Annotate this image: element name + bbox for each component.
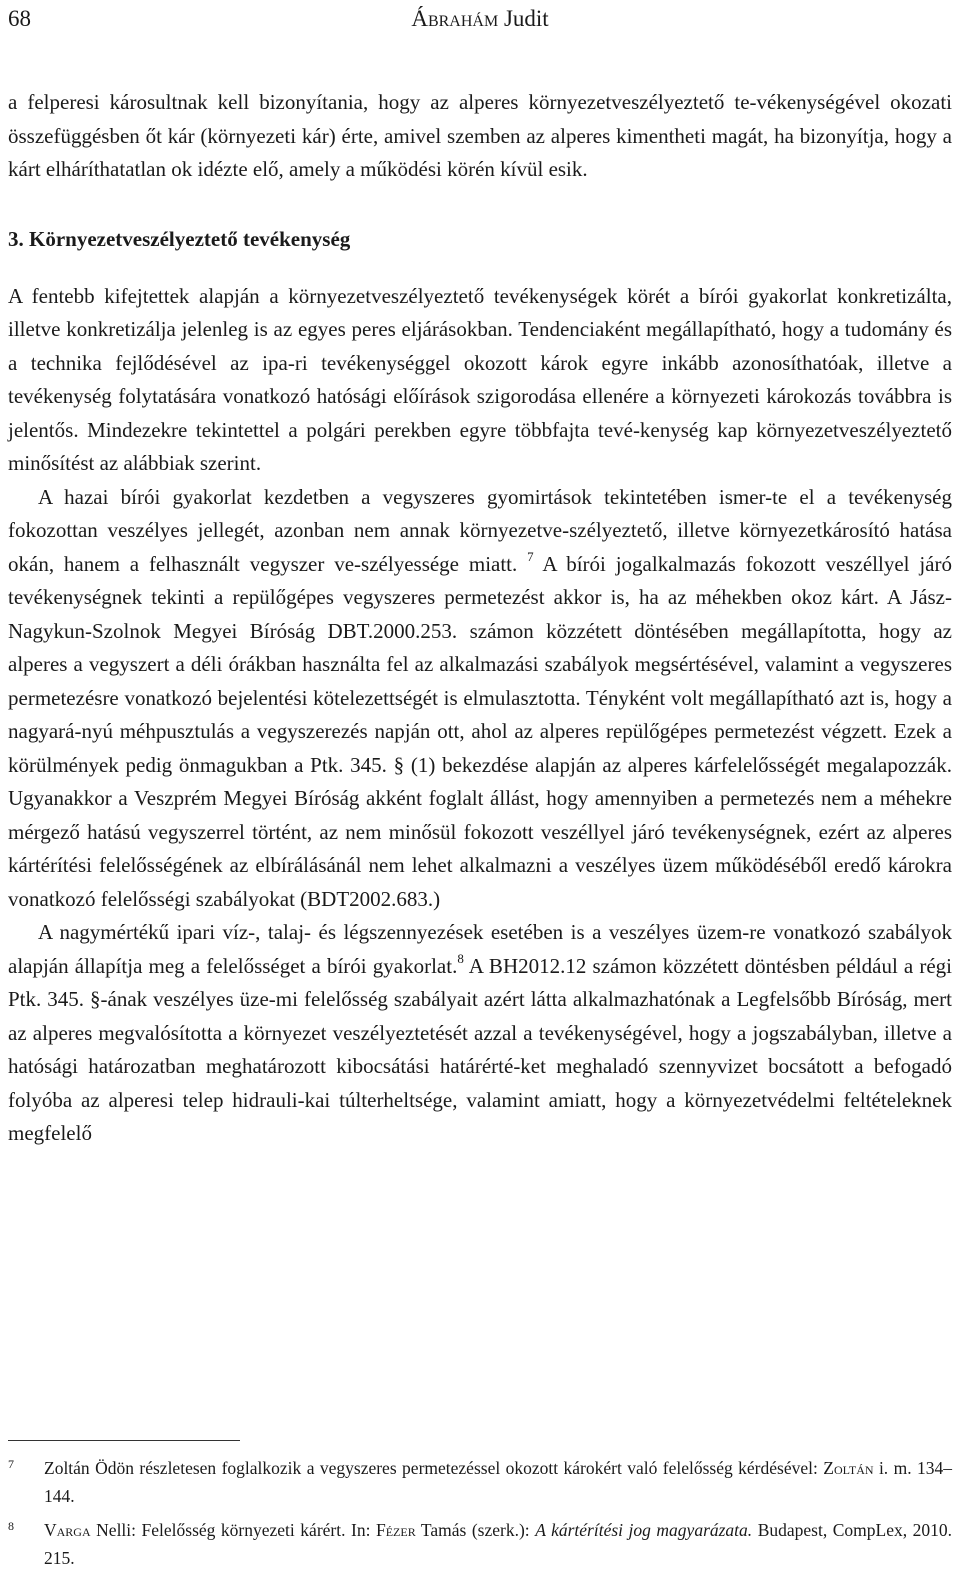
footnote-author: Varga [44, 1520, 91, 1540]
footnote-text: Nelli: Felelősség környezeti kárért. In: [90, 1520, 376, 1540]
paragraph-3 [8, 916, 952, 1151]
footnote-ref-8[interactable]: 8 [457, 950, 464, 966]
footnote-number: 7 [8, 1457, 14, 1471]
section-heading: 3. Környezetveszélyeztető tevékenység [8, 226, 351, 251]
paragraph-2-part-a: A hazai bírói gyakorlat kezdetben a vegyszeres gyomirtások tekintetében ismer-te el a tevékenység fokozottan veszélyes jellegét, azonban nem annak környezetve-szélyeztető, illetve környezetkárosító hatása okán, hanem a felhasznált vegyszer ve-szélyessége miatt. [8, 484, 952, 576]
footnote-text: i. m. 134–144. [44, 1458, 953, 1506]
page-header [0, 6, 960, 38]
footnote-7 [8, 1454, 952, 1510]
running-head [0, 6, 960, 32]
paragraph-2-part-b: A bírói jogalkalmazás fokozott veszéllyel járó tevékenységnek tekinti a repülőgépes vegyszeres permetezést akkor is, ha az méhekben okoz kárt. A Jász-Nagykun-Szolnok Megyei Bíróság DBT.2000.253. számon közzétett döntésében megállapította, hogy az alperes a vegyszert a déli órákban használta fel az alkalmazási szabályok megsértésével, valamint a vegyszeres permetezésre vonatkozó bejelentési kötelezettségét is elmulasztotta. Tényként volt megállapítható azt is, hogy a nagyará-nyú méhpusztulás a vegyszerezés napján ott, ahol az alperes repülőgépes permetezést végzett. Ezek a körülmények pedig önmagukban a Ptk. 345. § (1) bekezdése alapján az alperes kárfelelősségét megalapozzák. Ugyanakkor a Veszprém Megyei Bíróság akként foglalt állást, hogy amennyiben a permetezés nem a méhekre mérgező hatású vegyszerrel történt, az nem minősül fokozott veszéllyel járó tevékenységnek, ezért az alperes kártérítési felelősségének az elbírálásánál nem lehet alkalmazni a veszélyes üzem működéséből eredő károkra vonatkozó felelősségi szabályokat (BDT2002.683.) [8, 551, 952, 911]
paragraph-2 [8, 481, 952, 917]
footnote-8 [8, 1516, 952, 1572]
author-surname: Ábrahám [411, 6, 499, 31]
page-number: 68 [8, 6, 31, 31]
footnote-book-title: A kártérítési jog magyarázata. [535, 1520, 753, 1540]
paragraph-intro: a felperesi károsultnak kell bizonyítania, hogy az alperes környezetveszélyeztető te-vékenységével okozati összefüggésben őt kár (környezeti kár) érte, amivel szemben az alperes kimentheti magát, ha bizonyítja, hogy a kárt elháríthatatlan ok idézte elő, amely a működési körén kívül esik. [8, 90, 952, 181]
footnote-ref-7[interactable]: 7 [527, 548, 534, 564]
footnote-text: Budapest, CompLex, 2010. 215. [44, 1520, 952, 1568]
footnotes [8, 1454, 952, 1578]
footnote-author: Zoltán [823, 1458, 874, 1478]
footnote-text: Zoltán Ödön részletesen foglalkozik a vegyszeres permetezéssel okozott károkért való felelősség kérdésével: [44, 1458, 824, 1478]
paragraph-3-part-b: A BH2012.12 számon közzétett döntésben például a régi Ptk. 345. §-ának veszélyes üze-mi felelősség szabályait azért látta alkalmazhatónak a Legfelsőbb Bíróság, mert az alperes megvalósította a környezet veszélyeztetését azzal a tevékenységével, hogy a jogszabályban, illetve a hatósági határozatban meghatározott kibocsátási határérté-ket meghaladó szennyvizet bocsátott a befogadó folyóba az alperesi telep hidrauli-kai túlterheltsége, valamint amiatt, hogy a környezetvédelmi feltételeknek megfelelő [8, 953, 953, 1145]
footnote-number: 8 [8, 1519, 14, 1533]
footnote-editor: Fézer [375, 1520, 416, 1540]
footnote-text: Tamás (szerk.): [415, 1520, 536, 1540]
paragraph-3-part-a: A nagymértékű ipari víz-, talaj- és légszennyezések esetében is a veszélyes üzem-re vonatkozó szabályok alapján állapítja meg a felelősséget a bírói gyakorlat. [8, 920, 952, 978]
author-first-name: Judit [503, 6, 549, 31]
footnote-divider [8, 1440, 240, 1441]
main-text [8, 86, 952, 1151]
paragraph-1: A fentebb kifejtettek alapján a környezetveszélyeztető tevékenységek körét a bírói gyakorlat konkretizálta, illetve konkretizálja jelenleg is az egyes peres eljárásokban. Tendenciaként megállapítható, hogy a tudomány és a technika fejlődésével az ipa-ri tevékenységgel okozott károk egyre inkább azonosíthatóak, illetve a tevékenység folytatására vonatkozó hatósági előírások szigorodása ellenére a környezeti károkozás továbbra is jelentős. Mindezekre tekintettel a polgári perekben egyre többfajta tevé-kenység kap környezetveszélyeztető minősítést az alábbiak szerint. [8, 283, 952, 475]
